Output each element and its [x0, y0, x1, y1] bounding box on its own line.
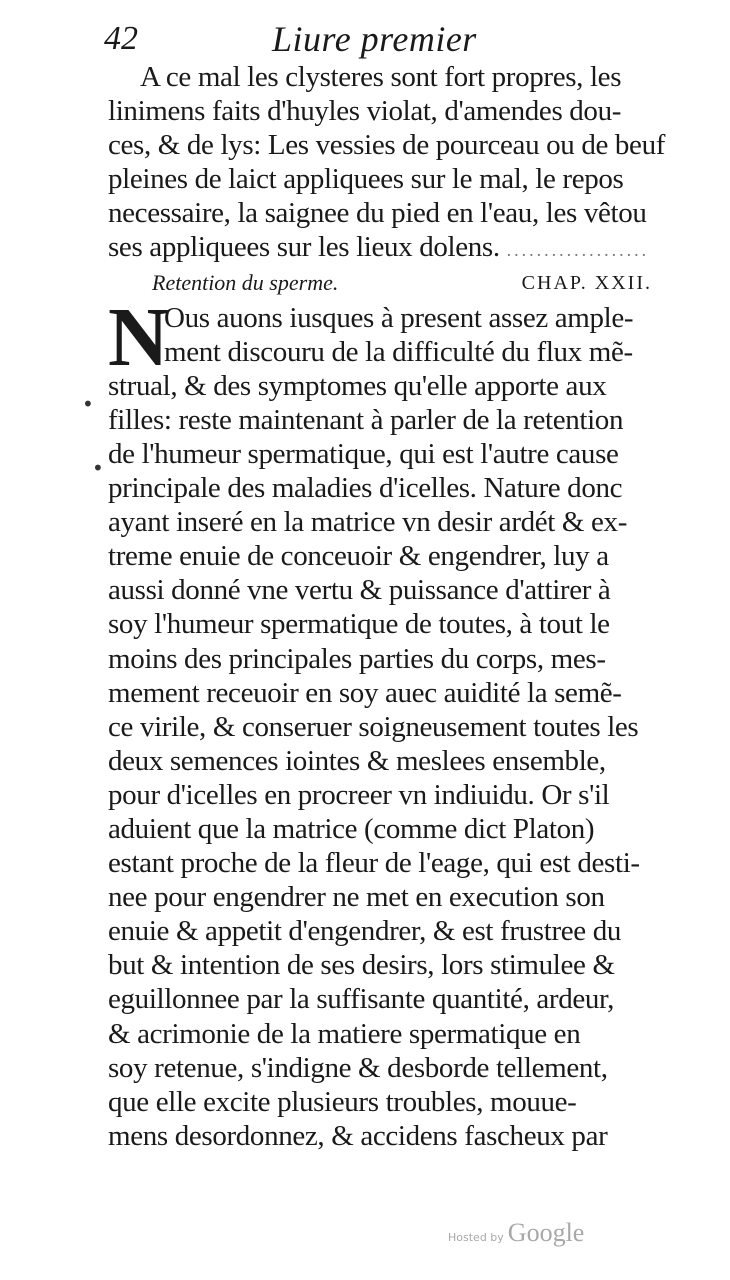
text-line: ayant inseré en la matrice vn desir ardét & ex- [108, 506, 628, 539]
text-line: aussi donné vne vertu & puissance d'attirer à [108, 574, 611, 607]
text-line: but & intention de ses desirs, lors stimulee & [108, 949, 615, 982]
text-line: nee pour engendrer ne met en execution son [108, 881, 605, 914]
text-line: soy l'humeur spermatique de toutes, à tout le [108, 608, 610, 641]
text-line: pleines de laict appliquees sur le mal, le repos [108, 163, 624, 196]
text-line: necessaire, la saignee du pied en l'eau, les vêtou [108, 197, 647, 230]
text-line: principale des maladies d'icelles. Nature donc [108, 472, 623, 505]
running-head: Liure premier [272, 19, 477, 59]
text-line: ces, & de lys: Les vessies de pourceau ou de beuf [108, 129, 666, 162]
text-line: moins des principales parties du corps, mes- [108, 642, 606, 675]
hosted-by-label: Hosted by [448, 1231, 504, 1244]
text-line: treme enuie de conceuoir & engendrer, luy a [108, 540, 609, 573]
text-line-last [108, 230, 656, 264]
text-line: ce virile, & conseruer soigneusement toutes les [108, 710, 639, 743]
drop-cap: N [108, 290, 169, 384]
text-line: filles: reste maintenant à parler de la retention [108, 403, 624, 436]
text-block [108, 60, 666, 1153]
text-line: & acrimonie de la matiere spermatique en [108, 1017, 581, 1050]
google-logo: Google [507, 1218, 585, 1247]
text-line: pour d'icelles en procreer vn indiuidu. Or s'il [108, 778, 610, 811]
text-line: mement receuoir en soy auec auidité la semẽ- [108, 676, 622, 709]
text-line: ment discouru de la difficulté du flux mẽ- [164, 335, 633, 368]
margin-mark: • [92, 456, 104, 480]
text-line: enuie & appetit d'engendrer, & est frustree du [108, 915, 621, 948]
chapter-title: Retention du sperme. [152, 269, 339, 295]
text-line-content: ses appliquees sur les lieux dolens. [108, 231, 500, 264]
chapter-number: CHAP. XXII. [521, 271, 652, 294]
text-line: soy retenue, s'indigne & desborde tellement, [108, 1051, 608, 1084]
text-line: Ous auons iusques à present assez ample- [164, 301, 634, 334]
dotted-leader: ................... [506, 240, 650, 261]
page-number: 42 [104, 20, 138, 57]
text-line: A ce mal les clysteres sont fort propres, les [140, 61, 622, 93]
text-line: eguillonnee par la suffisante quantité, ardeur, [108, 983, 615, 1016]
text-line: aduient que la matrice (comme dict Platon) [108, 812, 595, 845]
text-line: deux semences iointes & meslees ensemble, [108, 744, 606, 777]
chapter-heading [108, 265, 656, 301]
chapter-body [108, 290, 656, 1153]
text-line: de l'humeur spermatique, qui est l'autre cause [108, 437, 619, 470]
hosted-by-google-watermark [448, 1218, 584, 1248]
text-line: strual, & des symptomes qu'elle apporte aux [108, 369, 607, 402]
text-line: que elle excite plusieurs troubles, mouue- [108, 1085, 577, 1118]
text-line: linimens faits d'huyles violat, d'amendes dou- [108, 95, 622, 128]
text-line: mens desordonnez, & accidens fascheux par [108, 1119, 608, 1152]
margin-mark: • [82, 392, 94, 416]
text-line: estant proche de la fleur de l'eage, qui est desti- [108, 847, 640, 880]
